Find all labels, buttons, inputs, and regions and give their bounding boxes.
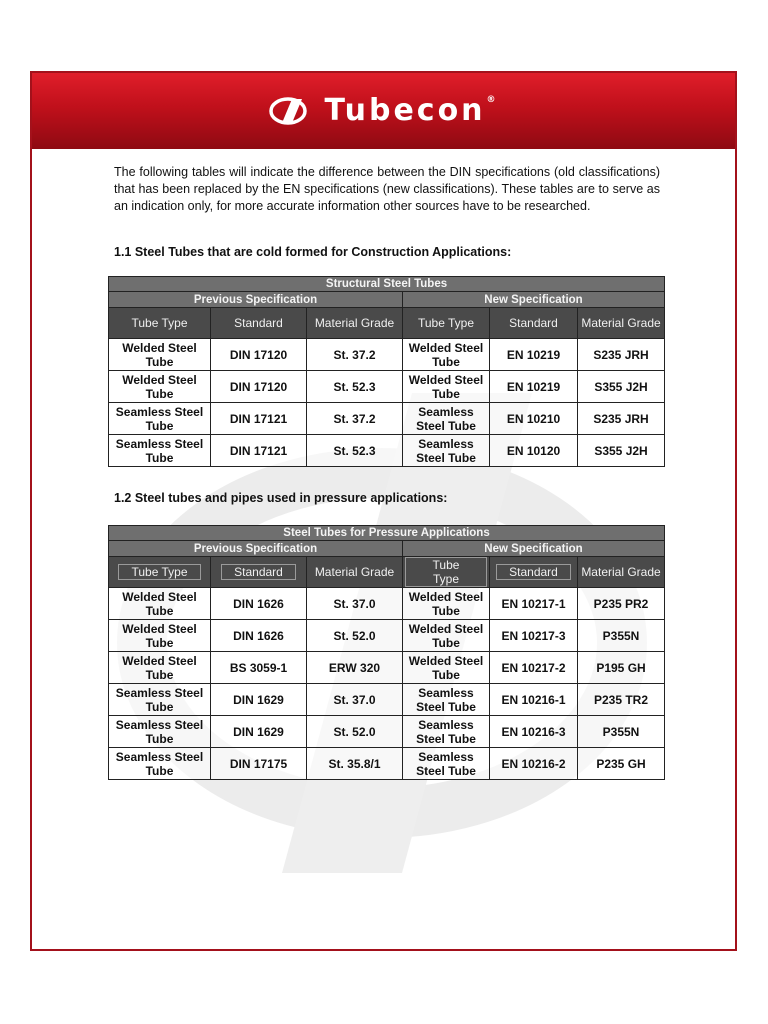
table-body — [109, 588, 665, 780]
column-header: Standard — [221, 564, 296, 580]
pressure-steel-tubes-table — [108, 525, 665, 780]
column-header: Standard — [211, 308, 307, 339]
table-cell: EN 10217-3 — [490, 620, 578, 652]
table-cell: St. 35.8/1 — [307, 748, 403, 780]
table-row — [109, 371, 665, 403]
table-cell: St. 37.2 — [307, 403, 403, 435]
column-header-cell — [490, 557, 578, 588]
table-cell: BS 3059-1 — [211, 652, 307, 684]
table-cell: DIN 1629 — [211, 684, 307, 716]
table-cell: St. 52.3 — [307, 435, 403, 467]
table-row — [109, 620, 665, 652]
column-header-cell — [403, 557, 490, 588]
table-row — [109, 588, 665, 620]
table-cell: P235 GH — [578, 748, 665, 780]
table-cell: EN 10120 — [490, 435, 578, 467]
table-cell: Seamless Steel Tube — [109, 684, 211, 716]
column-header: Standard — [490, 308, 578, 339]
table-title: Structural Steel Tubes — [109, 277, 665, 292]
group-header-new: New Specification — [403, 292, 665, 308]
table-cell: EN 10217-2 — [490, 652, 578, 684]
table-cell: Welded Steel Tube — [403, 339, 490, 371]
table-cell: P355N — [578, 716, 665, 748]
table-cell: EN 10219 — [490, 339, 578, 371]
group-header-new: New Specification — [403, 541, 665, 557]
column-header: Material Grade — [578, 308, 665, 339]
column-header-cell — [211, 557, 307, 588]
table-cell: S235 JRH — [578, 339, 665, 371]
page-frame — [30, 71, 737, 951]
table-cell: EN 10217-1 — [490, 588, 578, 620]
table-row — [109, 748, 665, 780]
column-header: Material Grade — [307, 557, 403, 588]
column-header: Tube Type — [403, 308, 490, 339]
brand-name: Tubecon — [324, 93, 486, 128]
column-header: Tube Type — [405, 557, 487, 587]
table-row — [109, 684, 665, 716]
table-cell: Seamless Steel Tube — [109, 435, 211, 467]
group-header-previous: Previous Specification — [109, 292, 403, 308]
table-cell: P235 TR2 — [578, 684, 665, 716]
table-cell: P355N — [578, 620, 665, 652]
column-header: Tube Type — [109, 308, 211, 339]
table-cell: DIN 1629 — [211, 716, 307, 748]
table-cell: Welded Steel Tube — [109, 588, 211, 620]
table-cell: Seamless Steel Tube — [403, 684, 490, 716]
table-cell: Welded Steel Tube — [403, 371, 490, 403]
table-cell: Welded Steel Tube — [109, 339, 211, 371]
column-header: Material Grade — [578, 557, 665, 588]
table-cell: Welded Steel Tube — [109, 620, 211, 652]
table-cell: Seamless Steel Tube — [403, 716, 490, 748]
table-cell: Welded Steel Tube — [403, 652, 490, 684]
table-cell: Seamless Steel Tube — [109, 716, 211, 748]
table-cell: S355 J2H — [578, 435, 665, 467]
table-cell: Welded Steel Tube — [403, 620, 490, 652]
table-cell: EN 10210 — [490, 403, 578, 435]
table-cell: Seamless Steel Tube — [109, 403, 211, 435]
table-cell: DIN 1626 — [211, 588, 307, 620]
table-row — [109, 716, 665, 748]
column-header: Tube Type — [118, 564, 200, 580]
table-cell: DIN 17120 — [211, 371, 307, 403]
table-cell: St. 52.0 — [307, 716, 403, 748]
structural-steel-tubes-table — [108, 276, 665, 467]
table-cell: DIN 17175 — [211, 748, 307, 780]
table-row — [109, 339, 665, 371]
table-cell: St. 52.3 — [307, 371, 403, 403]
table-cell: Welded Steel Tube — [109, 371, 211, 403]
table-cell: Seamless Steel Tube — [403, 435, 490, 467]
table-cell: St. 52.0 — [307, 620, 403, 652]
table-cell: DIN 17121 — [211, 403, 307, 435]
table-cell: EN 10216-2 — [490, 748, 578, 780]
table-cell: St. 37.0 — [307, 588, 403, 620]
table-cell: S355 J2H — [578, 371, 665, 403]
document-content — [32, 73, 735, 949]
group-header-previous: Previous Specification — [109, 541, 403, 557]
table-cell: EN 10216-3 — [490, 716, 578, 748]
column-header-cell — [109, 557, 211, 588]
table-cell: P195 GH — [578, 652, 665, 684]
table-title: Steel Tubes for Pressure Applications — [109, 526, 665, 541]
column-header: Material Grade — [307, 308, 403, 339]
table-cell: Welded Steel Tube — [109, 652, 211, 684]
intro-paragraph: The following tables will indicate the difference between the DIN specifications (old classifications) that has been replaced by the EN specifications (new classifications). These tables are to serve as an indication only, for more accurate information other sources have to be researched. — [114, 165, 660, 213]
table-row — [109, 435, 665, 467]
table-cell: DIN 17120 — [211, 339, 307, 371]
table-cell: DIN 17121 — [211, 435, 307, 467]
table-body — [109, 339, 665, 467]
table-cell: S235 JRH — [578, 403, 665, 435]
table-cell: Welded Steel Tube — [403, 588, 490, 620]
table-cell: Seamless Steel Tube — [403, 403, 490, 435]
table-cell: EN 10216-1 — [490, 684, 578, 716]
column-header: Standard — [496, 564, 571, 580]
table-cell: EN 10219 — [490, 371, 578, 403]
table-cell: DIN 1626 — [211, 620, 307, 652]
table-cell: Seamless Steel Tube — [403, 748, 490, 780]
table-cell: St. 37.0 — [307, 684, 403, 716]
registered-mark: ® — [486, 95, 499, 105]
table-cell: Seamless Steel Tube — [109, 748, 211, 780]
table-row — [109, 403, 665, 435]
table-row — [109, 652, 665, 684]
section-2-heading: 1.2 Steel tubes and pipes used in pressure applications: — [114, 491, 448, 505]
table-cell: ERW 320 — [307, 652, 403, 684]
section-1-heading: 1.1 Steel Tubes that are cold formed for Construction Applications: — [114, 245, 512, 259]
table-cell: P235 PR2 — [578, 588, 665, 620]
table-cell: St. 37.2 — [307, 339, 403, 371]
